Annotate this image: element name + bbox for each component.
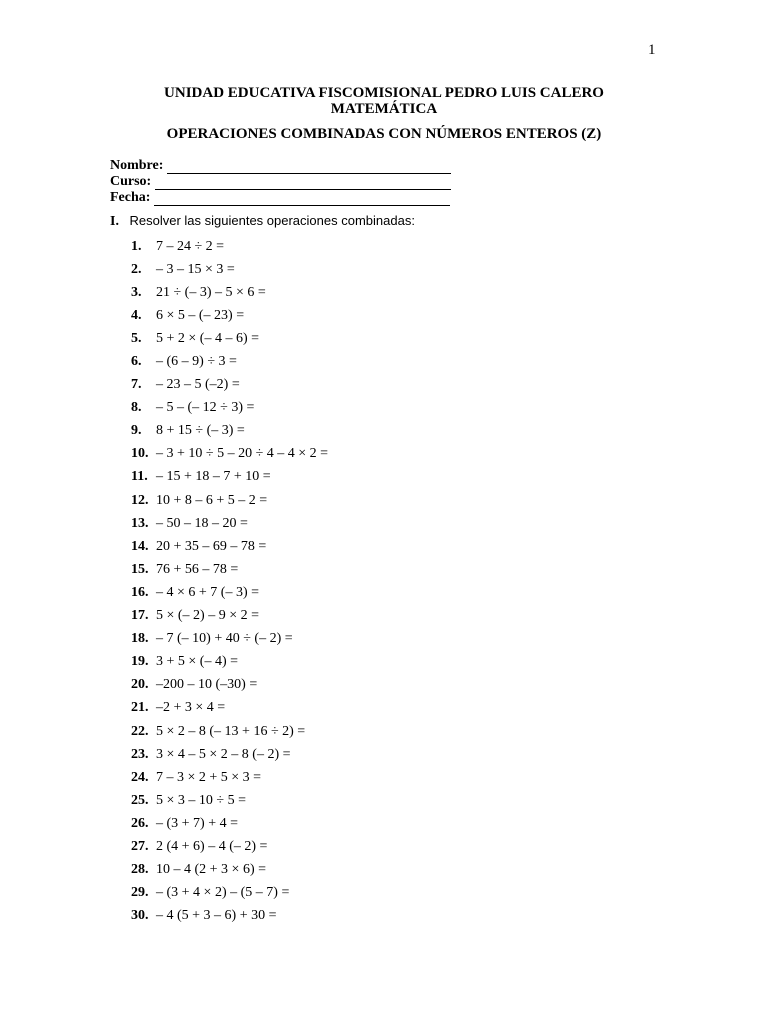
- exercise-number: 3.: [131, 284, 142, 300]
- exercise-number: 2.: [131, 261, 142, 277]
- exercise-item: [131, 235, 328, 258]
- exercise-item: [131, 327, 328, 350]
- exercise-expression: – 50 – 18 – 20 =: [156, 515, 248, 531]
- student-info-form: [110, 158, 451, 206]
- exercise-item: [131, 397, 328, 420]
- exercise-item: [131, 535, 328, 558]
- document-header: [0, 85, 768, 117]
- exercise-number: 1.: [131, 238, 142, 254]
- exercise-expression: 20 + 35 – 69 – 78 =: [156, 538, 267, 554]
- exercise-expression: – (6 – 9) ÷ 3 =: [156, 354, 237, 370]
- exercise-expression: 8 + 15 ÷ (– 3) =: [156, 423, 245, 439]
- exercise-expression: 10 – 4 (2 + 3 × 6) =: [156, 862, 267, 878]
- exercise-item: [131, 258, 328, 281]
- course-field-line[interactable]: [155, 177, 451, 190]
- exercise-expression: –200 – 10 (–30) =: [156, 677, 258, 693]
- exercise-item: [131, 789, 328, 812]
- exercise-expression: – (3 + 7) + 4 =: [156, 815, 239, 831]
- exercise-expression: 5 + 2 × (– 4 – 6) =: [156, 330, 260, 346]
- exercise-list: [131, 235, 328, 928]
- exercise-expression: – 23 – 5 (–2) =: [156, 377, 240, 393]
- exercise-expression: 5 × 3 – 10 ÷ 5 =: [156, 792, 246, 808]
- exercise-number: 10.: [131, 446, 149, 462]
- exercise-item: [131, 628, 328, 651]
- name-label: Nombre:: [110, 158, 164, 173]
- institution-name: UNIDAD EDUCATIVA FISCOMISIONAL PEDRO LUIS CALERO: [164, 85, 604, 101]
- exercise-expression: – (3 + 4 × 2) – (5 – 7) =: [156, 885, 290, 901]
- exercise-item: [131, 605, 328, 628]
- exercise-number: 14.: [131, 538, 149, 554]
- exercise-item: [131, 812, 328, 835]
- exercise-number: 27.: [131, 838, 149, 854]
- exercise-expression: 5 × (– 2) – 9 × 2 =: [156, 608, 260, 624]
- exercise-number: 15.: [131, 561, 149, 577]
- exercise-expression: – 3 + 10 ÷ 5 – 20 ÷ 4 – 4 × 2 =: [156, 446, 329, 462]
- exercise-number: 5.: [131, 330, 142, 346]
- exercise-item: [131, 720, 328, 743]
- date-row: [110, 190, 451, 206]
- exercise-item: [131, 743, 328, 766]
- exercise-expression: –2 + 3 × 4 =: [156, 700, 226, 716]
- course-row: [110, 174, 451, 190]
- exercise-item: [131, 374, 328, 397]
- exercise-expression: 7 – 3 × 2 + 5 × 3 =: [156, 769, 262, 785]
- exercise-expression: 3 + 5 × (– 4) =: [156, 654, 239, 670]
- exercise-number: 19.: [131, 654, 149, 670]
- section-instruction: Resolver las siguientes operaciones combinadas:: [129, 213, 415, 228]
- exercise-number: 29.: [131, 885, 149, 901]
- exercise-item: [131, 512, 328, 535]
- exercise-number: 26.: [131, 815, 149, 831]
- exercise-item: [131, 466, 328, 489]
- exercise-expression: – 15 + 18 – 7 + 10 =: [156, 469, 271, 485]
- exercise-item: [131, 651, 328, 674]
- exercise-expression: 10 + 8 – 6 + 5 – 2 =: [156, 492, 268, 508]
- date-field-line[interactable]: [154, 193, 450, 206]
- exercise-item: [131, 697, 328, 720]
- course-label: Curso:: [110, 174, 152, 189]
- exercise-number: 8.: [131, 400, 142, 416]
- exercise-number: 6.: [131, 354, 142, 370]
- exercise-number: 12.: [131, 492, 149, 508]
- exercise-number: 25.: [131, 792, 149, 808]
- exercise-item: [131, 558, 328, 581]
- exercise-item: [131, 905, 328, 928]
- subject-name: MATEMÁTICA: [330, 101, 438, 117]
- exercise-item: [131, 443, 328, 466]
- exercise-number: 16.: [131, 584, 149, 600]
- exercise-expression: 7 – 24 ÷ 2 =: [156, 238, 225, 254]
- section-numeral: I.: [110, 214, 119, 229]
- exercise-item: [131, 859, 328, 882]
- name-field-line[interactable]: [167, 161, 451, 174]
- exercise-number: 28.: [131, 862, 149, 878]
- exercise-number: 17.: [131, 608, 149, 624]
- exercise-item: [131, 489, 328, 512]
- exercise-expression: 3 × 4 – 5 × 2 – 8 (– 2) =: [156, 746, 291, 762]
- exercise-expression: 5 × 2 – 8 (– 13 + 16 ÷ 2) =: [156, 723, 306, 739]
- exercise-item: [131, 835, 328, 858]
- exercise-expression: 2 (4 + 6) – 4 (– 2) =: [156, 838, 268, 854]
- page-number: 1: [648, 42, 656, 58]
- exercise-expression: – 4 (5 + 3 – 6) + 30 =: [156, 908, 277, 924]
- exercise-number: 7.: [131, 377, 142, 393]
- exercise-number: 21.: [131, 700, 149, 716]
- exercise-item: [131, 674, 328, 697]
- exercise-number: 30.: [131, 908, 149, 924]
- exercise-number: 23.: [131, 746, 149, 762]
- exercise-expression: 6 × 5 – (– 23) =: [156, 307, 245, 323]
- exercise-expression: – 7 (– 10) + 40 ÷ (– 2) =: [156, 631, 293, 647]
- exercise-item: [131, 766, 328, 789]
- section-heading: [110, 213, 415, 230]
- exercise-number: 18.: [131, 631, 149, 647]
- exercise-item: [131, 420, 328, 443]
- exercise-expression: – 4 × 6 + 7 (– 3) =: [156, 584, 260, 600]
- exercise-number: 24.: [131, 769, 149, 785]
- exercise-item: [131, 304, 328, 327]
- exercise-number: 20.: [131, 677, 149, 693]
- date-label: Fecha:: [110, 190, 151, 205]
- exercise-number: 11.: [131, 469, 148, 485]
- exercise-item: [131, 281, 328, 304]
- exercise-number: 4.: [131, 307, 142, 323]
- exercise-item: [131, 882, 328, 905]
- exercise-expression: – 3 – 15 × 3 =: [156, 261, 235, 277]
- exercise-number: 13.: [131, 515, 149, 531]
- exercise-expression: – 5 – (– 12 ÷ 3) =: [156, 400, 255, 416]
- name-row: [110, 158, 451, 174]
- exercise-number: 9.: [131, 423, 142, 439]
- exercise-number: 22.: [131, 723, 149, 739]
- exercise-expression: 21 ÷ (– 3) – 5 × 6 =: [156, 284, 266, 300]
- exercise-item: [131, 350, 328, 373]
- worksheet-title: OPERACIONES COMBINADAS CON NÚMEROS ENTEROS (Z): [166, 126, 602, 142]
- exercise-expression: 76 + 56 – 78 =: [156, 561, 239, 577]
- exercise-item: [131, 581, 328, 604]
